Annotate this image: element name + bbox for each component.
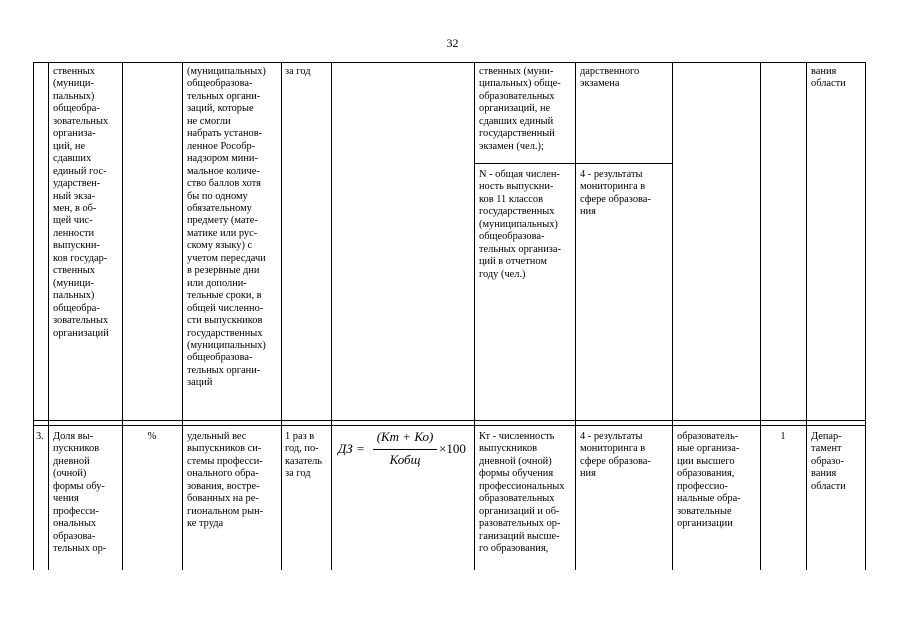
col-border-10: [806, 62, 807, 570]
indicator-definition-continued: (муниципальных) общеобразова- тельных органи- заций, которые не смогли набрать установ- ленное Рособр- надзором мини- мальное количе- ство баллов хотя бы по одному обязательному предмету (мате- матике или рус- скому языку) с учетом пересдачи в резервные дни или дополни- тельные сроки, в общей численно- сти выпускников государственных (муниципальных) общеобразова- тельных органи- заций: [187, 66, 266, 389]
col-border-1: [48, 62, 49, 570]
col-border-3: [182, 62, 183, 570]
indicator-definition: удельный вес выпускников си- стемы професси- онального обра- зования, востре- бованных на ре- гиональном рын- ке труда: [187, 431, 264, 530]
responsible-continued: вания области: [811, 66, 846, 90]
row-number: 3.: [36, 431, 44, 442]
observation-subjects: образователь- ные организа- ции высшего образования, профессио- нальные обра- зовательные организации: [677, 431, 741, 530]
indicator-name-continued: ственных (муници- пальных) общеобра- зовательных организа- ций, не сдавших единый гос- ударствен- ный экза- мен, в об- щей чис- ленности выпускни- ков госудaр- ственных (муници- пальных) общеобра- зовательных организаций: [53, 66, 109, 339]
unit-of-measure: %: [147, 431, 157, 442]
col-border-7: [575, 62, 576, 570]
col-border-8: [672, 62, 673, 570]
variables-description: Кт - численность выпускников дневной (очной) формы обучения профессиональных образовательных организаций и об- разовательных ор- ганизаций высше- го образования,: [479, 431, 565, 555]
formula-multiplier: ×100: [439, 441, 466, 456]
calculation-formula: [333, 428, 473, 476]
data-source: 4 - результаты мониторинга в сфере образова- ния: [580, 431, 651, 480]
row-divider: [33, 420, 865, 421]
col-border-2: [122, 62, 123, 570]
col-border-6: [474, 62, 475, 570]
col-border-9: [760, 62, 761, 570]
table-top-border: [33, 62, 865, 63]
fraction-bar: [373, 449, 437, 450]
formula-lhs: ДЗ =: [338, 441, 365, 456]
page-number: 32: [446, 36, 459, 50]
col-border-5: [331, 62, 332, 570]
formula-denominator: Кобщ: [389, 452, 421, 467]
variables-continued-b: N - общая числен- ность выпускни- ков 11 классов государственных (муниципальных) общеобразова- тельных организа- ций в отчетном году (чел.): [479, 169, 561, 280]
row-divider-double: [33, 425, 865, 426]
formula-numerator: (Кт + Ко): [376, 429, 434, 444]
data-source-continued-a: дарственного экзамена: [580, 66, 640, 90]
variables-continued-a: ственных (муни- ципальных) обще- образовательных организаций, не сдавших единый государственный экзамен (чел.);: [479, 66, 561, 152]
inner-row-divider: [474, 163, 672, 164]
col-border-4: [281, 62, 282, 570]
indicator-name: Доля вы- пускников дневной (очной) формы обу- чения професси- ональных образова- тельных ор-: [53, 431, 107, 555]
col-border-0: [33, 62, 34, 570]
collection-frequency: 1: [780, 431, 786, 442]
periodicity: 1 раз в год, по- казатель за год: [285, 431, 323, 480]
responsible-department: Депар- тамент образо- вания области: [811, 431, 846, 492]
data-source-continued-b: 4 - результаты мониторинга в сфере образова- ния: [580, 169, 651, 218]
periodicity-continued: за год: [285, 66, 311, 77]
col-border-11: [865, 62, 866, 570]
